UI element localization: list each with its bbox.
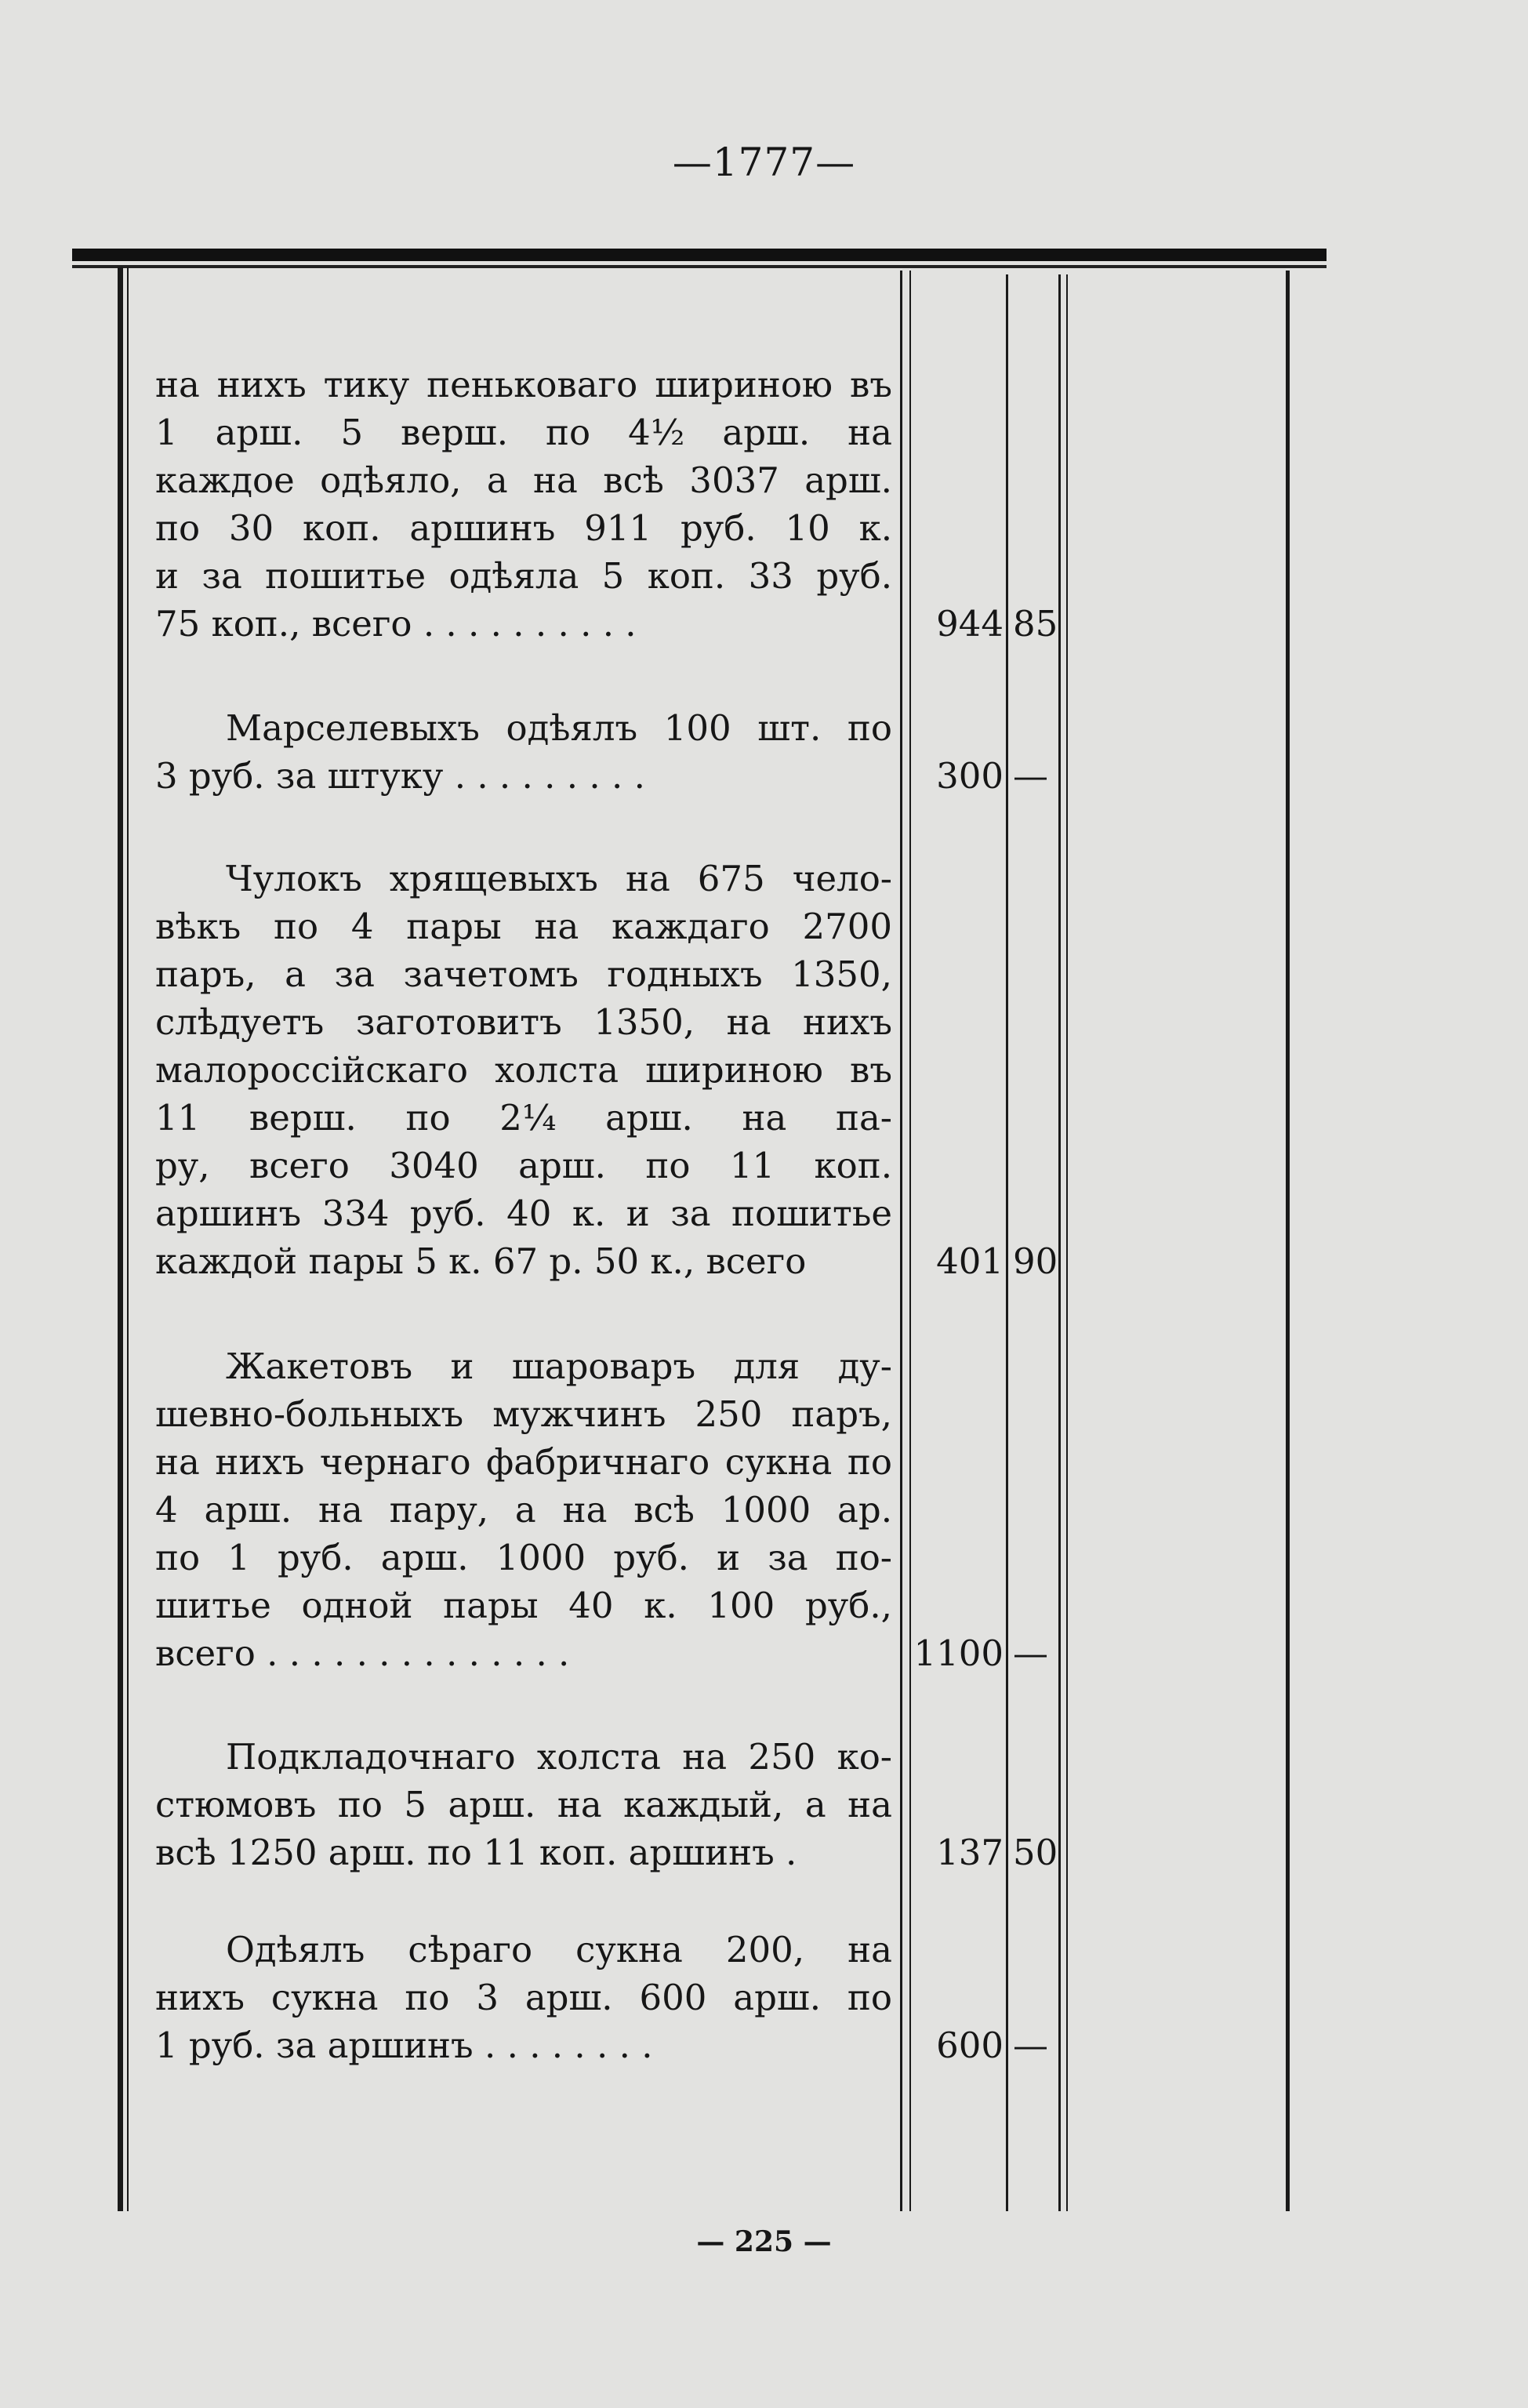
top-thin-rule	[72, 265, 1327, 268]
entry-line: малороссійскаго холста шириною въ	[155, 1049, 892, 1091]
entry-line: на нихъ чернаго фабричнаго сукна по	[155, 1441, 892, 1483]
amount-kopecks: 90	[1013, 1240, 1058, 1282]
entry-line: и за пошитье одѣяла 5 коп. 33 руб.	[155, 555, 892, 597]
entry-line: каждой пары 5 к. 67 р. 50 к., всего	[155, 1240, 807, 1282]
entry-line: 1 руб. за аршинъ . . . . . . . .	[155, 2025, 653, 2066]
column-rule-rub-kop	[1006, 274, 1008, 2211]
amount-kopecks: 50	[1013, 1832, 1058, 1873]
entry-line: нихъ сукна по 3 арш. 600 арш. по	[155, 1977, 892, 2018]
entry-line: 75 коп., всего . . . . . . . . . .	[155, 603, 637, 645]
entry-line: Марселевыхъ одѣялъ 100 шт. по	[226, 707, 892, 749]
amount-rubles: 137	[936, 1832, 1004, 1873]
entry-line: 11 верш. по 2¼ арш. на па-	[155, 1097, 892, 1139]
entry-line: Жакетовъ и шароваръ для ду-	[226, 1346, 892, 1387]
amount-kopecks: —	[1013, 1633, 1048, 1674]
amount-rubles: 1100	[913, 1633, 1004, 1674]
entry-line: Чулокъ хрящевыхъ на 675 чело-	[226, 858, 892, 899]
entry-tick-blankets	[155, 361, 892, 648]
entry-line: Подкладочнаго холста на 250 ко-	[226, 1736, 892, 1778]
amount-rubles: 600	[936, 2025, 1004, 2066]
entry-line: шевно-больныхъ мужчинъ 250 паръ,	[155, 1393, 892, 1435]
entry-line: на нихъ тику пеньковаго шириною въ	[155, 364, 892, 405]
entry-line: всего . . . . . . . . . . . . . .	[155, 1633, 570, 1674]
entry-line: вѣкъ по 4 пары на каждаго 2700	[155, 906, 892, 947]
right-border	[1286, 271, 1290, 2211]
entry-line: шитье одной пары 40 к. 100 руб.,	[155, 1585, 892, 1626]
entry-line: 3 руб. за штуку . . . . . . . . .	[155, 755, 645, 797]
entry-line: по 30 коп. аршинъ 911 руб. 10 к.	[155, 507, 892, 549]
amount-rubles: 300	[936, 755, 1004, 797]
entry-stockings	[155, 855, 892, 1285]
column-rule-text-end	[900, 271, 902, 2211]
amount-rubles: 944	[936, 603, 1004, 645]
entry-lining-linen	[155, 1733, 892, 1876]
top-double-rule	[72, 249, 1327, 261]
entry-line: слѣдуетъ заготовитъ 1350, на нихъ	[155, 1001, 892, 1043]
entry-jackets-trousers	[155, 1342, 892, 1677]
entry-line: каждое одѣяло, а на всѣ 3037 арш.	[155, 459, 892, 501]
entry-line: аршинъ 334 руб. 40 к. и за пошитье	[155, 1193, 892, 1234]
amount-kopecks: —	[1013, 2025, 1048, 2066]
entry-marseille-blankets	[155, 704, 892, 800]
left-border-thick	[118, 267, 123, 2211]
entry-line: всѣ 1250 арш. по 11 коп. аршинъ .	[155, 1832, 797, 1873]
entry-line: 1 арш. 5 верш. по 4½ арш. на	[155, 412, 892, 453]
entry-line: по 1 руб. арш. 1000 руб. и за по-	[155, 1537, 892, 1578]
page-number: —1777—	[672, 140, 856, 185]
entry-line: ру, всего 3040 арш. по 11 коп.	[155, 1145, 892, 1186]
entry-grey-cloth-blankets	[155, 1926, 892, 2069]
entry-line: стюмовъ по 5 арш. на каждый, а на	[155, 1784, 892, 1825]
entry-line: паръ, а за зачетомъ годныхъ 1350,	[155, 953, 892, 995]
amount-kopecks: 85	[1013, 603, 1058, 645]
left-border-thin	[127, 267, 129, 2211]
entry-line: 4 арш. на пару, а на всѣ 1000 ар.	[155, 1489, 892, 1531]
amount-kopecks: —	[1013, 755, 1048, 797]
amount-rubles: 401	[936, 1240, 1004, 1282]
sheet-number: — 225 —	[696, 2225, 832, 2258]
entry-line: Одѣялъ сѣраго сукна 200, на	[226, 1929, 892, 1970]
